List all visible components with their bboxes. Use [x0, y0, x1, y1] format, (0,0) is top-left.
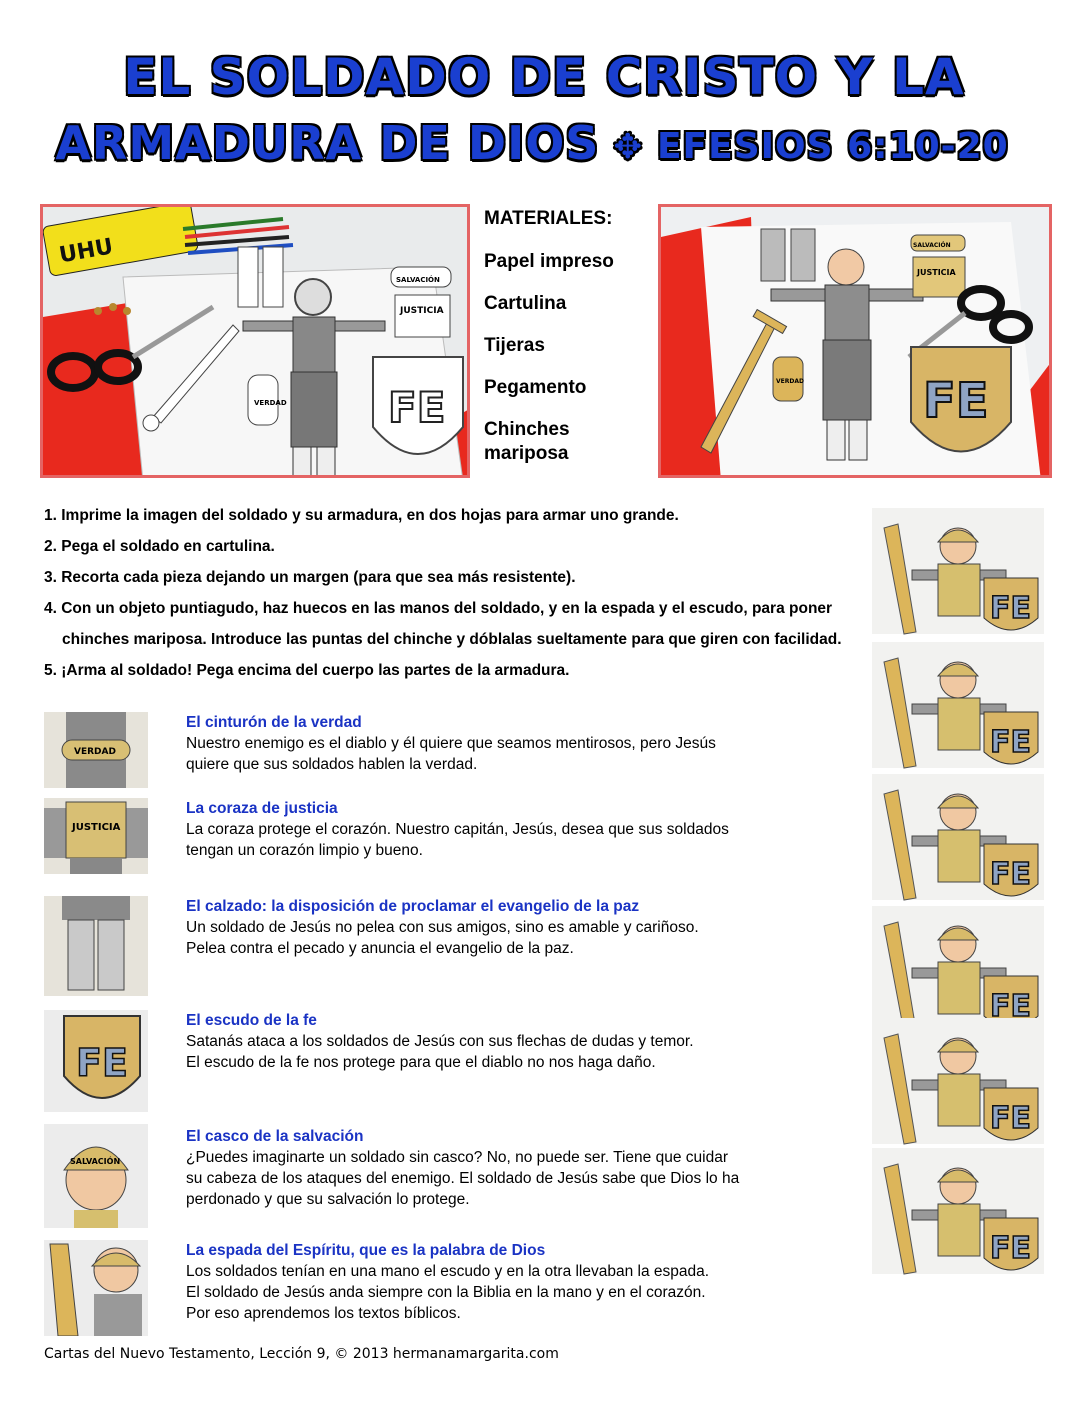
- page-title-main: ARMADURA DE DIOS: [55, 116, 600, 170]
- armor-piece-text: Por eso aprendemos los textos bíblicos.: [186, 1305, 461, 1322]
- belt-thumbnail: [44, 712, 148, 788]
- material-item: Papel impreso: [484, 251, 614, 272]
- footer-credit: Cartas del Nuevo Testamento, Lección 9, © 2013 hermanamargarita.com: [44, 1346, 559, 1362]
- shield-label-right: FE: [923, 373, 989, 429]
- belt-label: VERDAD: [254, 399, 287, 407]
- armor-piece-text: Satanás ataca a los soldados de Jesús con sus flechas de dudas y temor.: [186, 1033, 694, 1050]
- instructions: [44, 500, 864, 686]
- armor-piece-title: La espada del Espíritu, que es la palabra de Dios: [186, 1242, 546, 1259]
- armor-piece-text: El soldado de Jesús anda siempre con la Biblia en la mano y en el corazón.: [186, 1284, 706, 1301]
- instruction-step-continued: chinches mariposa. Introduce las puntas del chinche y dóblalas sueltamente para que giren con facilidad.: [62, 631, 842, 648]
- instruction-step: 4. Con un objeto puntiagudo, haz huecos en las manos del soldado, y en la espada y el escudo, para poner: [44, 600, 833, 617]
- sword-thumbnail: [44, 1240, 148, 1336]
- helmet-thumb-label: SALVACIÓN: [70, 1157, 121, 1166]
- instruction-step: 5. ¡Arma al soldado! Pega encima del cuerpo las partes de la armadura.: [44, 662, 570, 679]
- glue-label: UHU: [57, 234, 115, 269]
- armor-piece-text: ¿Puedes imaginarte un soldado sin casco? No, no puede ser. Tiene que cuidar: [186, 1149, 728, 1166]
- armor-piece-title: El cinturón de la verdad: [186, 714, 362, 731]
- armor-piece-text: El escudo de la fe nos protege para que el diablo no nos haga daño.: [186, 1054, 656, 1071]
- armor-piece-text: su cabeza de los ataques del enemigo. El soldado de Jesús sabe que Dios lo ha: [186, 1170, 740, 1187]
- armor-piece-text: tengan un corazón limpio y bueno.: [186, 842, 423, 859]
- page-title-line2: [0, 116, 1076, 170]
- helmet-label: SALVACIÓN: [396, 276, 440, 284]
- material-item: Tijeras: [484, 335, 545, 356]
- instruction-step: 3. Recorta cada pieza dejando un margen (para que sea más resistente).: [44, 569, 576, 586]
- armor-piece-text: Nuestro enemigo es el diablo y él quiere que seamos mentirosos, pero Jesús: [186, 735, 716, 752]
- armor-piece-title: El calzado: la disposición de proclamar el evangelio de la paz: [186, 898, 640, 915]
- material-item: Pegamento: [484, 377, 587, 398]
- materials-list: [484, 208, 654, 484]
- armor-piece-title: La coraza de justicia: [186, 800, 338, 817]
- helmet-label-right: SALVACIÓN: [913, 242, 951, 249]
- breastplate-thumb-label: JUSTICIA: [72, 822, 121, 833]
- armor-piece-title: El escudo de la fe: [186, 1012, 317, 1029]
- breastplate-thumbnail: [44, 798, 148, 874]
- breastplate-label: JUSTICIA: [400, 306, 444, 316]
- cross-ornament-icon: ✥: [613, 126, 643, 167]
- materials-heading: MATERIALES:: [484, 208, 613, 229]
- armor-piece-text: Pelea contra el pecado y anuncia el evangelio de la paz.: [186, 940, 574, 957]
- armor-piece-text: Un soldado de Jesús no pelea con sus amigos, sino es amable y cariñoso.: [186, 919, 699, 936]
- helmet-thumbnail: [44, 1124, 148, 1228]
- armor-piece-text: perdonado y que su salvación lo protege.: [186, 1191, 470, 1208]
- armor-piece-text: quiere que sus soldados hablen la verdad.: [186, 756, 478, 773]
- instruction-step: 1. Imprime la imagen del soldado y su armadura, en dos hojas para armar uno grande.: [44, 507, 679, 524]
- armor-piece-text: La coraza protege el corazón. Nuestro capitán, Jesús, desea que sus soldados: [186, 821, 729, 838]
- armor-piece-text: Los soldados tenían en una mano el escudo y en la otra llevaban la espada.: [186, 1263, 710, 1280]
- materials-photo-illustration: [43, 207, 470, 478]
- bible-reference: EFESIOS 6:10-20: [656, 126, 1009, 167]
- belt-label-right: VERDAD: [776, 378, 804, 385]
- armor-piece-title: El casco de la salvación: [186, 1128, 364, 1145]
- breastplate-label-right: JUSTICIA: [917, 268, 956, 277]
- material-item: Chinches mariposa: [484, 419, 570, 464]
- materials-photo: [40, 204, 470, 478]
- shield-thumb-label: FE: [76, 1041, 128, 1085]
- shoes-thumbnail: [44, 896, 148, 996]
- cutout-photo: [658, 204, 1052, 478]
- material-item: Cartulina: [484, 293, 567, 314]
- assembly-progress-column: [872, 508, 1044, 1333]
- belt-thumb-label: VERDAD: [74, 747, 116, 757]
- cutout-photo-illustration: [661, 207, 1052, 478]
- shield-thumbnail: [44, 1010, 148, 1112]
- assembly-progress-illustration: [872, 508, 1044, 1328]
- instruction-step: 2. Pega el soldado en cartulina.: [44, 538, 275, 555]
- page-title-line1: EL SOLDADO DE CRISTO Y LA: [123, 48, 965, 106]
- shield-label: FE: [388, 383, 446, 432]
